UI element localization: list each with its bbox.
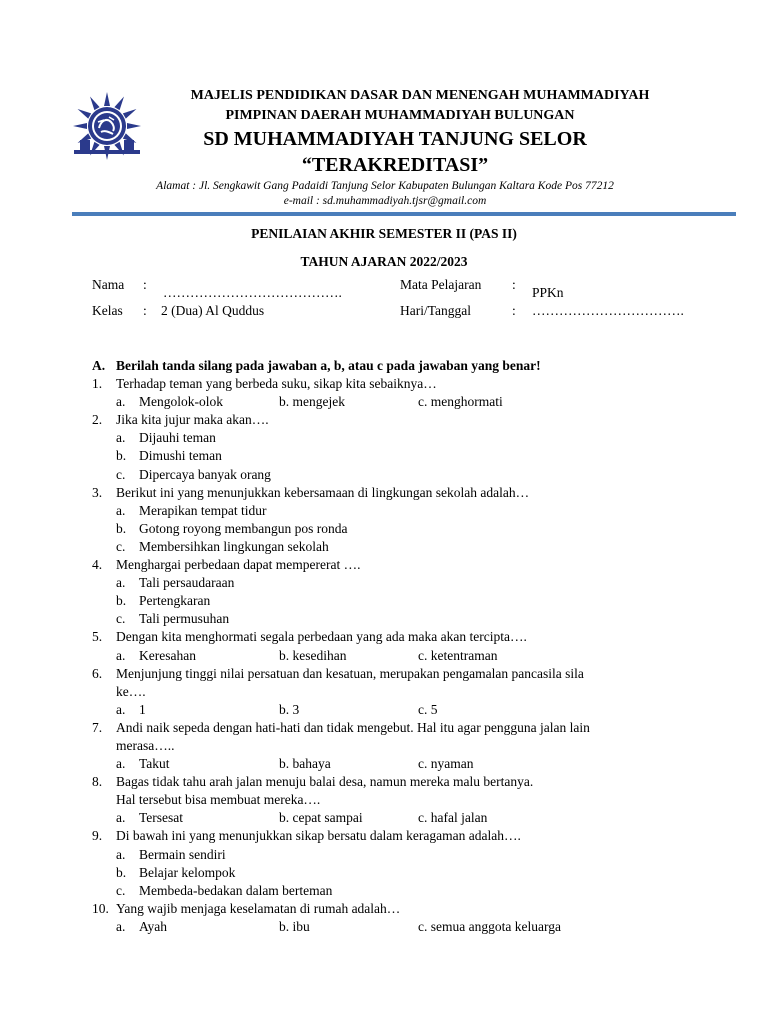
question-text: Jika kita jujur maka akan….: [116, 412, 269, 428]
option-a[interactable]: Merapikan tempat tidur: [139, 502, 267, 518]
question-text: merasa…..: [116, 737, 175, 753]
school-logo: [66, 90, 148, 164]
question-row: [92, 683, 732, 701]
question-row: [92, 827, 732, 845]
option-letter: c.: [116, 466, 126, 482]
option-letter: b.: [116, 448, 127, 464]
option-row: [92, 429, 732, 447]
section-heading: [92, 357, 732, 375]
option-letter: c.: [116, 882, 126, 898]
option-row: [92, 447, 732, 465]
option-row: [92, 864, 732, 882]
question-text: Hal tersebut bisa membuat mereka….: [116, 792, 321, 808]
nama-input-line[interactable]: ………………………………….: [163, 285, 342, 300]
option-c[interactable]: c. hafal jalan: [418, 810, 488, 826]
option-row: [92, 846, 732, 864]
mapel-label: Mata Pelajaran: [400, 277, 482, 292]
school-name: SD MUHAMMADIYAH TANJUNG SELOR: [203, 128, 587, 150]
option-letter: a.: [116, 701, 126, 717]
question-row: [92, 791, 732, 809]
question-row: [92, 773, 732, 791]
section-letter: A.: [92, 358, 106, 373]
exam-title: PENILAIAN AKHIR SEMESTER II (PAS II): [251, 226, 517, 241]
option-letter: a.: [116, 647, 126, 663]
option-a[interactable]: Mengolok-olok: [139, 394, 223, 410]
question-number: 6.: [92, 665, 103, 681]
option-a[interactable]: Takut: [139, 756, 170, 772]
option-letter: a.: [116, 575, 126, 591]
question-number: 3.: [92, 484, 103, 500]
option-b[interactable]: Dimushi teman: [139, 448, 222, 464]
option-letter: a.: [116, 394, 126, 410]
option-a[interactable]: Keresahan: [139, 647, 196, 663]
header-regional-board: PIMPINAN DAERAH MUHAMMADIYAH BULUNGAN: [225, 108, 575, 123]
option-row: [92, 809, 732, 827]
option-c[interactable]: Membeda-bedakan dalam berteman: [139, 882, 333, 898]
option-row: [92, 393, 732, 411]
option-c[interactable]: Tali permusuhan: [139, 611, 230, 627]
section-instruction: Berilah tanda silang pada jawaban a, b, atau c pada jawaban yang benar!: [116, 358, 541, 373]
question-text: ke….: [116, 683, 146, 699]
hari-input-line[interactable]: …………………………….: [532, 303, 684, 318]
academic-year: TAHUN AJARAN 2022/2023: [300, 254, 468, 269]
hari-label: Hari/Tanggal: [400, 303, 472, 318]
school-email: e-mail : sd.muhammadiyah.tjsr@gmail.com: [283, 195, 487, 207]
option-b[interactable]: b. mengejek: [279, 394, 345, 410]
option-b[interactable]: Pertengkaran: [139, 593, 211, 609]
option-row: [92, 538, 732, 556]
question-number: 8.: [92, 774, 103, 790]
question-number: 7.: [92, 719, 103, 735]
option-a[interactable]: Bermain sendiri: [139, 846, 226, 862]
option-letter: a.: [116, 430, 126, 446]
header-council: MAJELIS PENDIDIKAN DASAR DAN MENENGAH MUHAMMADIYAH: [190, 88, 650, 103]
question-row: [92, 737, 732, 755]
option-a[interactable]: Tali persaudaraan: [139, 575, 235, 591]
question-text: Yang wajib menjaga keselamatan di rumah adalah…: [116, 900, 401, 916]
question-row: [92, 375, 732, 393]
question-text: Di bawah ini yang menunjukkan sikap bersatu dalam keragaman adalah….: [116, 828, 521, 844]
question-text: Andi naik sepeda dengan hati-hati dan tidak mengebut. Hal itu agar pengguna jalan lain: [116, 719, 590, 735]
option-row: [92, 882, 732, 900]
question-number: 5.: [92, 629, 103, 645]
option-c[interactable]: c. 5: [418, 701, 438, 717]
question-text: Berikut ini yang menunjukkan kebersamaan di lingkungan sekolah adalah…: [116, 484, 530, 500]
option-row: [92, 701, 732, 719]
question-text: Menjunjung tinggi nilai persatuan dan kesatuan, merupakan pengamalan pancasila sila: [116, 665, 584, 681]
option-row: [92, 466, 732, 484]
question-row: [92, 628, 732, 646]
option-row: [92, 592, 732, 610]
option-row: [92, 755, 732, 773]
option-row: [92, 574, 732, 592]
option-row: [92, 502, 732, 520]
option-c[interactable]: c. menghormati: [418, 394, 503, 410]
question-row: [92, 719, 732, 737]
option-letter: a.: [116, 918, 126, 934]
question-row: [92, 556, 732, 574]
muhammadiyah-sun-logo-icon: [66, 90, 148, 164]
option-a[interactable]: Ayah: [139, 918, 168, 934]
question-row: [92, 665, 732, 683]
option-letter: b.: [116, 864, 127, 880]
option-c[interactable]: c. ketentraman: [418, 647, 498, 663]
question-row: [92, 484, 732, 502]
option-letter: a.: [116, 502, 126, 518]
nama-colon: :: [143, 277, 147, 292]
option-letter: a.: [116, 810, 126, 826]
option-b[interactable]: b. bahaya: [279, 756, 331, 772]
question-row: [92, 411, 732, 429]
option-c[interactable]: c. semua anggota keluarga: [418, 918, 561, 934]
question-text: Menghargai perbedaan dapat mempererat ….: [116, 557, 361, 573]
option-b[interactable]: b. kesedihan: [279, 647, 347, 663]
option-letter: b.: [116, 520, 127, 536]
option-row: [92, 520, 732, 538]
option-row: [92, 610, 732, 628]
question-text: Terhadap teman yang berbeda suku, sikap kita sebaiknya…: [116, 376, 437, 392]
question-number: 10.: [92, 900, 109, 916]
option-row: [92, 918, 732, 936]
option-letter: a.: [116, 846, 126, 862]
kelas-label: Kelas: [92, 303, 123, 318]
option-b[interactable]: b. 3: [279, 701, 300, 717]
question-number: 9.: [92, 828, 103, 844]
option-b[interactable]: Gotong royong membangun pos ronda: [139, 520, 348, 536]
accreditation-status: “TERAKREDITASI”: [301, 154, 489, 176]
nama-label: Nama: [92, 277, 125, 292]
option-letter: a.: [116, 756, 126, 772]
option-row: [92, 647, 732, 665]
option-c[interactable]: Dipercaya banyak orang: [139, 466, 271, 482]
kelas-value: 2 (Dua) Al Quddus: [161, 303, 265, 318]
option-letter: c.: [116, 538, 126, 554]
option-b[interactable]: Belajar kelompok: [139, 864, 236, 880]
mapel-colon: :: [512, 277, 516, 292]
question-number: 2.: [92, 412, 103, 428]
mapel-value: PPKn: [532, 285, 564, 300]
question-text: Dengan kita menghormati segala perbedaan yang ada maka akan tercipta….: [116, 629, 527, 645]
option-a[interactable]: 1: [139, 701, 146, 717]
option-letter: b.: [116, 593, 127, 609]
option-c[interactable]: Membersihkan lingkungan sekolah: [139, 538, 329, 554]
question-number: 4.: [92, 557, 103, 573]
kelas-colon: :: [143, 303, 147, 318]
hari-colon: :: [512, 303, 516, 318]
header-divider: [72, 212, 736, 216]
option-b[interactable]: b. ibu: [279, 918, 310, 934]
school-address: Alamat : Jl. Sengkawit Gang Padaidi Tanjung Selor Kabupaten Bulungan Kaltara Kode Pos 77212: [156, 180, 614, 192]
question-text: Bagas tidak tahu arah jalan menuju balai desa, namun mereka malu bertanya.: [116, 774, 534, 790]
question-number: 1.: [92, 376, 103, 392]
option-a[interactable]: Tersesat: [139, 810, 184, 826]
option-c[interactable]: c. nyaman: [418, 756, 474, 772]
question-row: [92, 900, 732, 918]
option-letter: c.: [116, 611, 126, 627]
question-list: [92, 357, 732, 936]
option-b[interactable]: b. cepat sampai: [279, 810, 363, 826]
option-a[interactable]: Dijauhi teman: [139, 430, 216, 446]
